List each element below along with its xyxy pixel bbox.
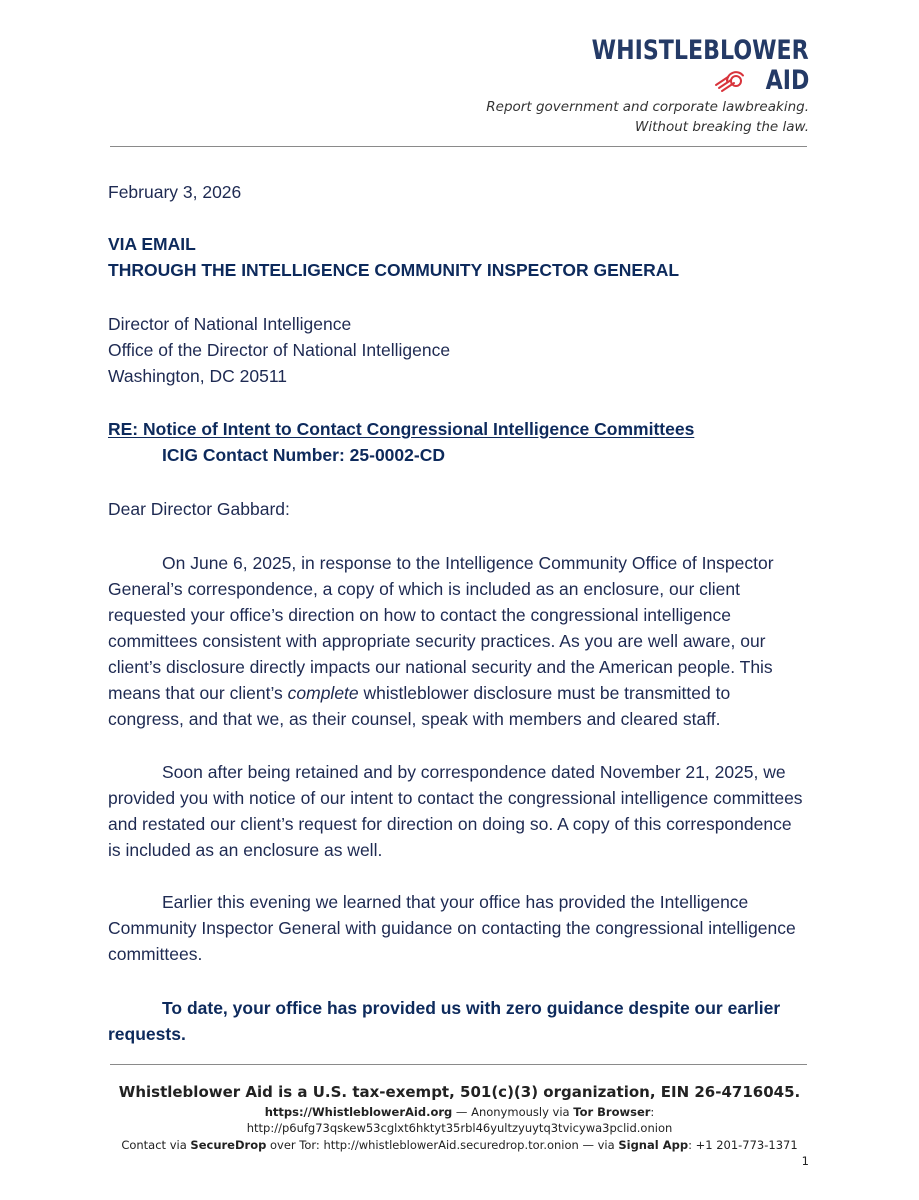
tor-browser-label: Tor Browser: [573, 1105, 651, 1119]
logo-wordmark-bottom: AID: [765, 65, 809, 96]
subject-line-2: ICIG Contact Number: 25-0002-CD: [162, 445, 445, 465]
footer-contact-line: Contact via SecureDrop over Tor: http://whistleblowerAid.securedrop.tor.onion — via Signal App: +1 201-773-1371: [121, 1138, 798, 1152]
via-line-1: VIA EMAIL: [108, 234, 196, 254]
paragraph-1-text-b: whistleblower disclosure must be transmitted to congress, and that we, as their counsel, speak with members and cleared staff.: [108, 683, 731, 729]
addressee-block: [108, 311, 450, 389]
addressee-line-1: Director of National Intelligence: [108, 314, 352, 334]
securedrop-label: SecureDrop: [190, 1138, 267, 1152]
website-link[interactable]: https://WhistleblowerAid.org: [264, 1105, 453, 1119]
letter-date: February 3, 2026: [108, 182, 242, 202]
tagline-line-1: Report government and corporate lawbreaking.: [486, 99, 809, 115]
signal-swoosh-icon: [714, 70, 754, 92]
page-number: 1: [801, 1154, 809, 1168]
header-divider: [110, 146, 807, 147]
paragraph-2: [108, 759, 808, 863]
onion-address[interactable]: http://p6ufg73qskew53cglxt6hktyt35rbl46yultzyuytq3tvicywa3pclid.onion: [246, 1121, 673, 1135]
logo-wordmark-top: WHISTLEBLOWER: [591, 35, 809, 66]
paragraph-1-text-a: On June 6, 2025, in response to the Intelligence Community Office of Inspector General’s correspondence, a copy of which is included as an enclosure, our client requested your office’s direction on how to contact the congressional intelligence committees consistent with appropriate security practices. As you are well aware, our client’s disclosure directly impacts our national security and the American people. This means that our client’s: [108, 553, 774, 703]
paragraph-4-bold: [108, 995, 808, 1047]
paragraph-4-text: To date, your office has provided us with zero guidance despite our earlier requests.: [108, 998, 781, 1044]
footer-org-statement: Whistleblower Aid is a U.S. tax-exempt, 501(c)(3) organization, EIN 26-4716045.: [118, 1083, 801, 1101]
salutation: Dear Director Gabbard:: [108, 499, 290, 519]
whistleblower-aid-logo: [544, 36, 809, 96]
subject-line: [108, 416, 694, 468]
via-line-2: THROUGH THE INTELLIGENCE COMMUNITY INSPECTOR GENERAL: [108, 260, 680, 280]
footer-divider: [110, 1064, 807, 1065]
footer-web-line: https://WhistleblowerAid.org — Anonymously via Tor Browser:: [264, 1105, 655, 1119]
addressee-line-3: Washington, DC 20511: [108, 366, 287, 386]
addressee-line-2: Office of the Director of National Intelligence: [108, 340, 451, 360]
subject-line-1: RE: Notice of Intent to Contact Congressional Intelligence Committees: [108, 419, 695, 439]
securedrop-address[interactable]: over Tor: http://whistleblowerAid.securedrop.tor.onion — via: [266, 1138, 619, 1152]
paragraph-2-text: Soon after being retained and by correspondence dated November 21, 2025, we provided you with notice of our intent to contact the congressional intelligence committees and restated our client’s request for direction on doing so. A copy of this correspondence is included as an enclosure as well.: [108, 762, 803, 860]
tagline: [486, 97, 809, 137]
delivery-method: [108, 231, 679, 283]
paragraph-1-emphasis: complete: [287, 683, 359, 703]
tagline-line-2: Without breaking the law.: [635, 119, 809, 135]
paragraph-3: [108, 889, 808, 967]
signal-number: : +1 201-773-1371: [688, 1138, 798, 1152]
paragraph-1: [108, 550, 808, 732]
paragraph-3-text: Earlier this evening we learned that your office has provided the Intelligence Community Inspector General with guidance on contacting the congressional intelligence committees.: [108, 892, 796, 964]
signal-app-label: Signal App: [618, 1138, 689, 1152]
